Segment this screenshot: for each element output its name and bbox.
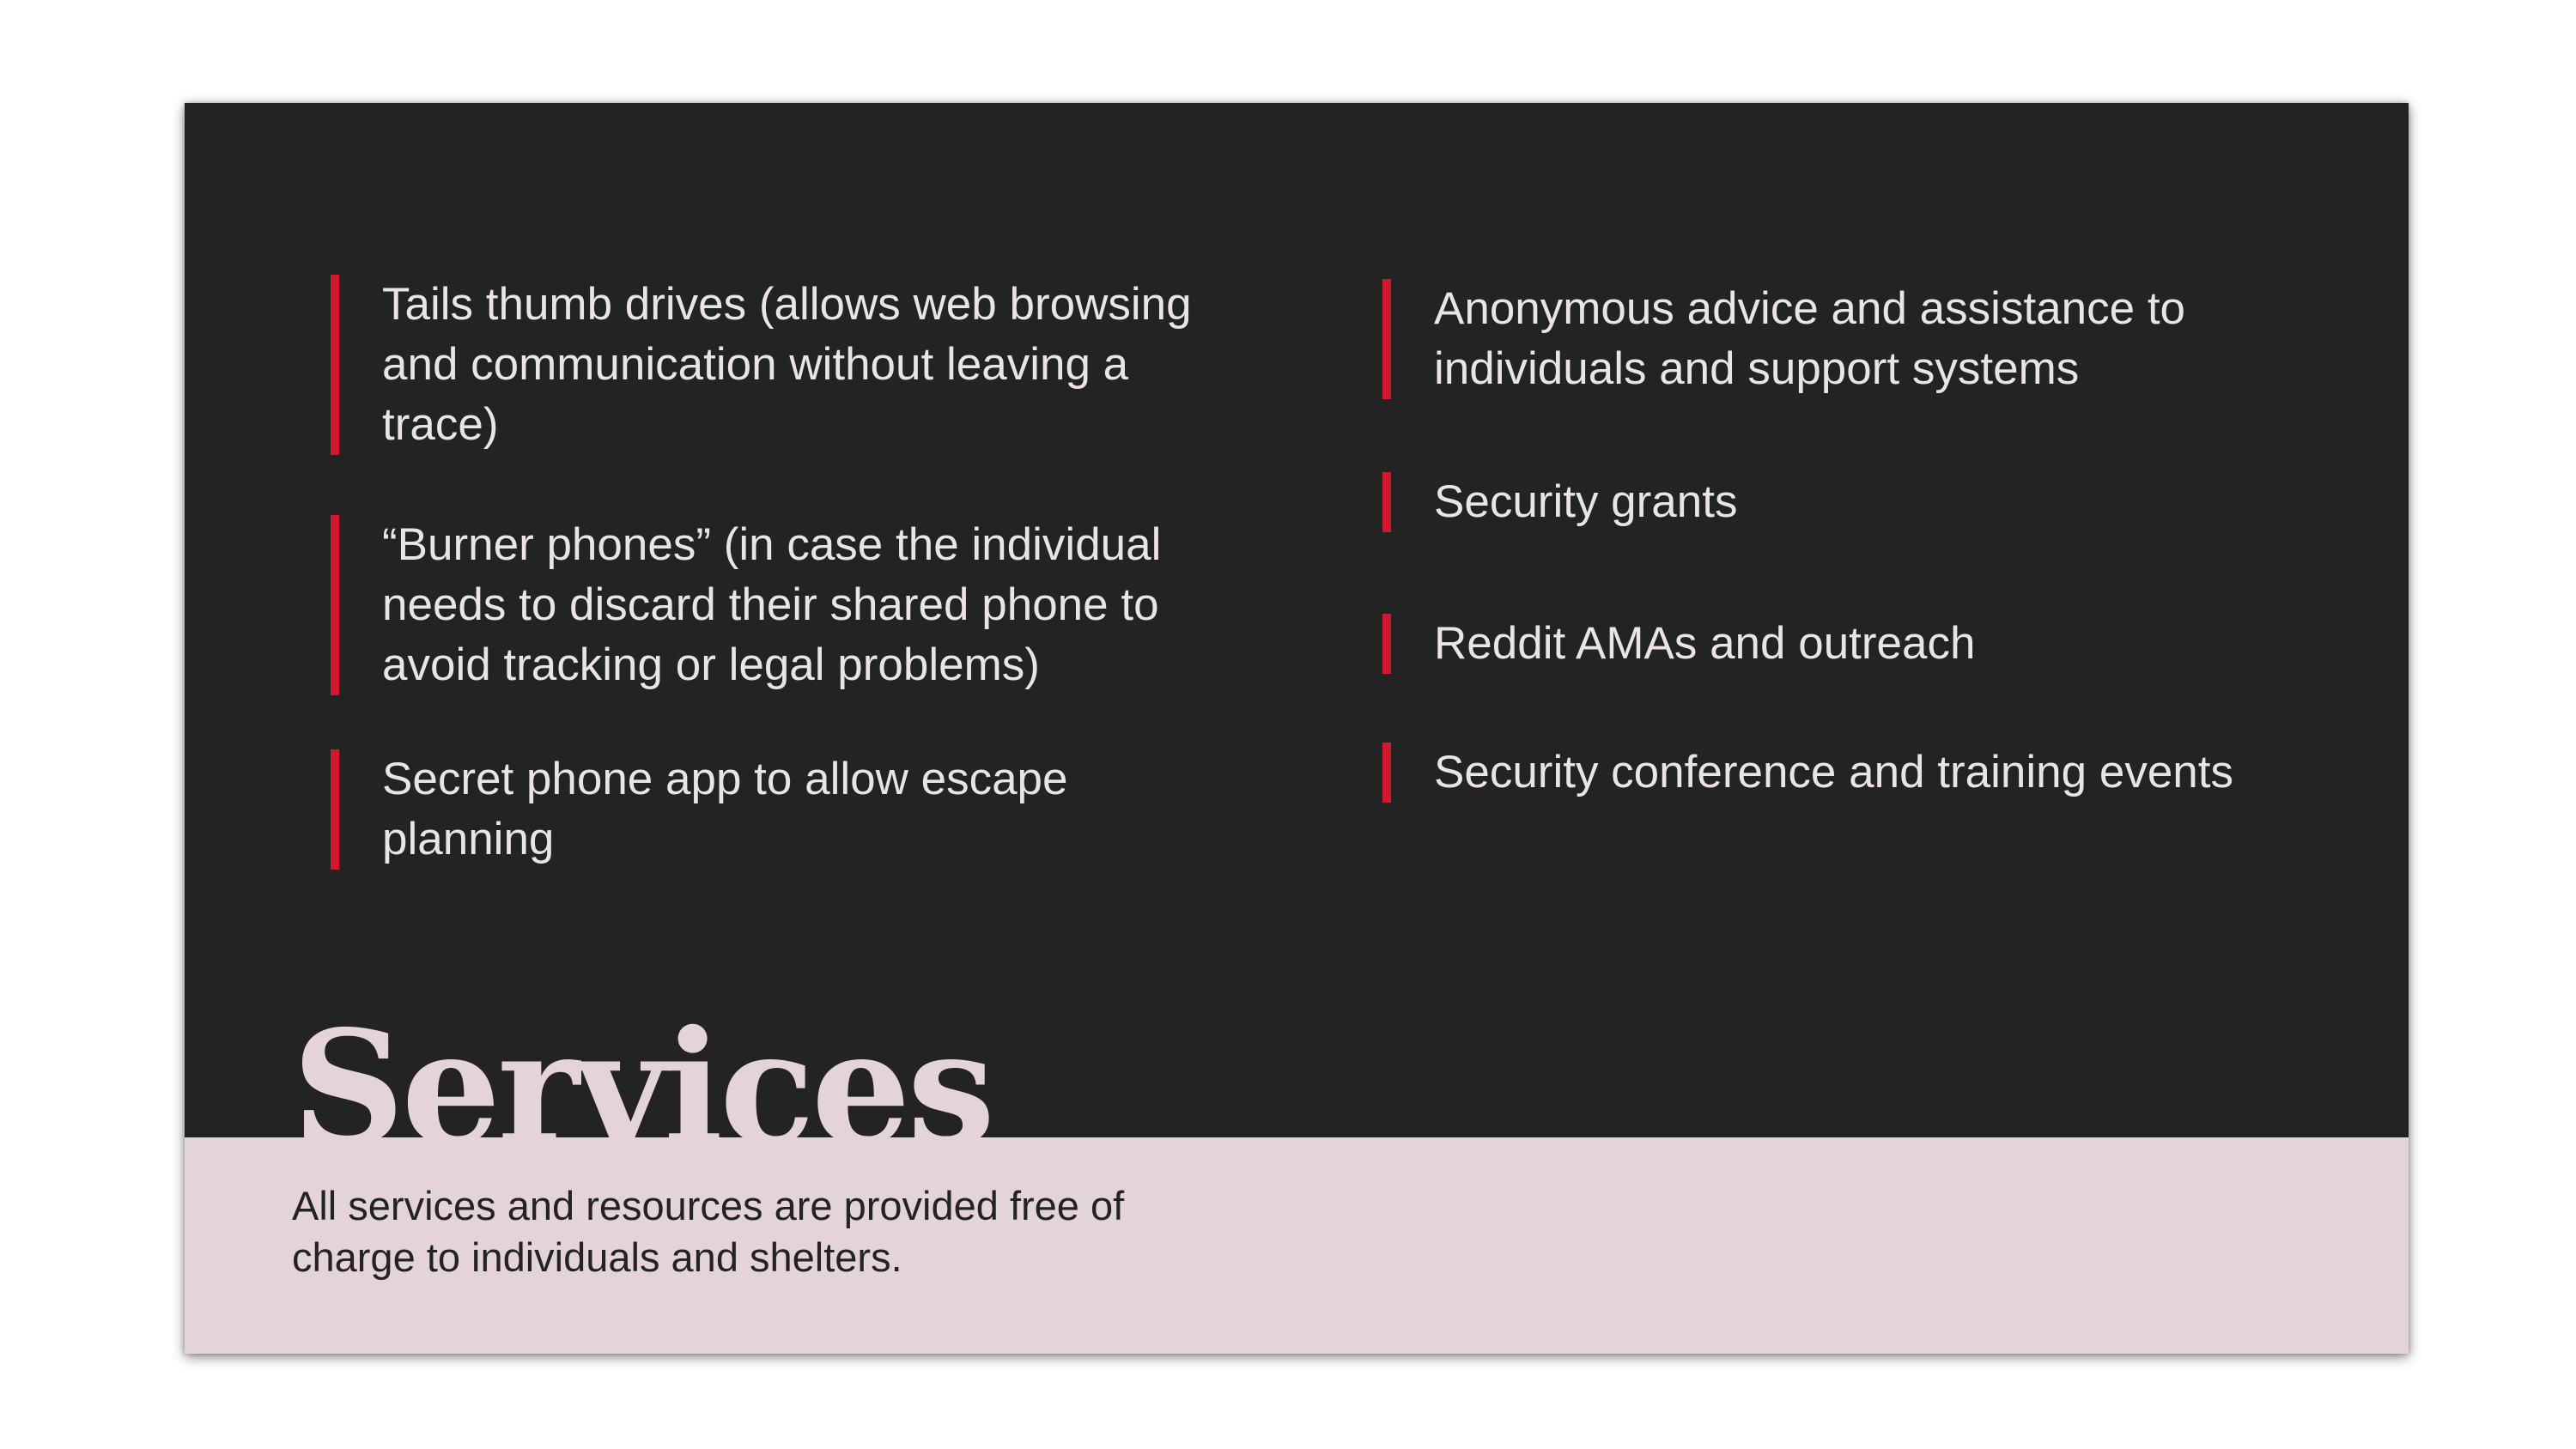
bullet-security-grants: Security grants [1382,472,2353,532]
bullet-security-conference: Security conference and training events [1382,743,2353,803]
slide-subtitle: All services and resources are provided free of charge to individuals and shelters. [292,1183,1125,1280]
slide-title: Services [292,996,993,1179]
bullet-reddit-amas: Reddit AMAs and outreach [1382,614,2353,674]
bullet-secret-phone-app: Secret phone app to allow escape planning [331,749,1241,870]
bullet-burner-phones: “Burner phones” (in case the individual needs to discard their shared phone to avoid tracking or legal problems) [331,515,1241,695]
bullet-anonymous-advice: Anonymous advice and assistance to individuals and support systems [1382,279,2353,399]
bullet-tails-thumb-drives: Tails thumb drives (allows web browsing and communication without leaving a trace) [331,275,1241,455]
slide [185,103,2409,1354]
